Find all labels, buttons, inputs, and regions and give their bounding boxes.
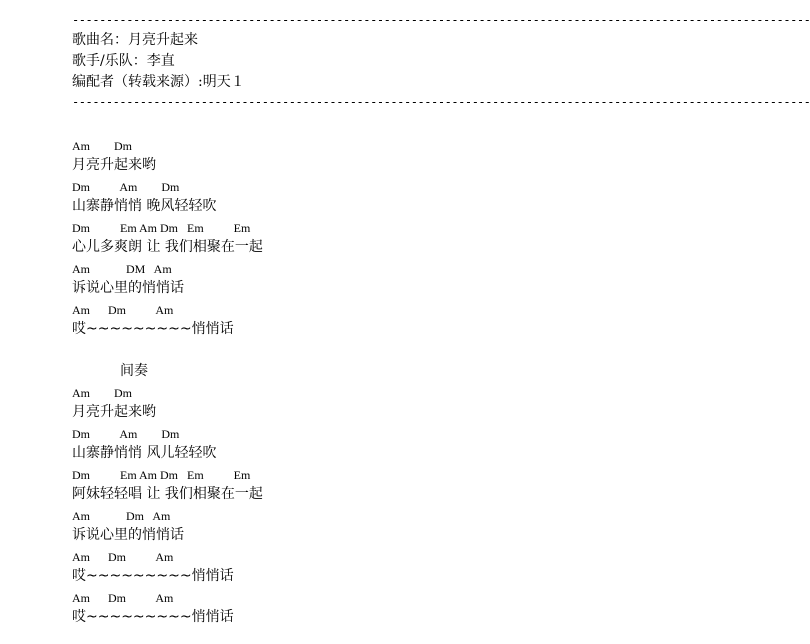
chord-line: Am Dm Am (72, 509, 171, 523)
verse-1 (72, 135, 752, 340)
chord-line: Am Dm Am (72, 550, 174, 564)
lyric-line: 哎~~~~~~~~~悄悄话 (72, 568, 234, 584)
song-info (72, 30, 752, 93)
chord-line: Am Dm (72, 139, 132, 153)
chord-line: Dm Am Dm (72, 427, 180, 441)
lyric-line: 心儿多爽朗 让 我们相聚在一起 (72, 239, 263, 255)
lyric-line: 诉说心里的悄悄话 (72, 527, 184, 543)
chord-line: Am Dm Am (72, 591, 174, 605)
lyric-line: 哎~~~~~~~~~悄悄话 (72, 609, 234, 625)
lyric-line: 阿妹轻轻唱 让 我们相聚在一起 (72, 486, 263, 502)
chord-line: Dm Em Am Dm Em Em (72, 468, 251, 482)
lyric-line: 诉说心里的悄悄话 (72, 280, 184, 296)
lyric-line: 山寨静悄悄 晚风轻轻吹 (72, 198, 217, 214)
lyric-line: 月亮升起来哟 (72, 404, 156, 420)
chord-line: Dm Am Dm (72, 180, 180, 194)
lyric-line: 哎~~~~~~~~~悄悄话 (72, 321, 234, 337)
song-sheet (72, 135, 752, 628)
chord-line: Am DM Am (72, 262, 172, 276)
interlude-label: 间奏 (120, 363, 148, 379)
lyric-line: 山寨静悄悄 风儿轻轻吹 (72, 445, 217, 461)
arranger-line: 编配者（转载来源）:明天１ (72, 74, 245, 90)
chord-line: Am Dm (72, 386, 132, 400)
chord-line: Dm Em Am Dm Em Em (72, 221, 251, 235)
bottom-separator: ------------------------------------------------------------------------------------------------------------- (72, 95, 810, 109)
chord-line: Am Dm Am (72, 303, 174, 317)
song-title-line: 歌曲名：月亮升起来 (72, 32, 198, 48)
singer-line: 歌手/乐队：李直 (72, 53, 175, 69)
lyric-line: 月亮升起来哟 (72, 157, 156, 173)
top-separator: ------------------------------------------------------------------------------------------------------------- (72, 13, 810, 27)
blank-line (72, 340, 752, 361)
verse-2 (72, 382, 752, 628)
document-body (72, 0, 810, 628)
